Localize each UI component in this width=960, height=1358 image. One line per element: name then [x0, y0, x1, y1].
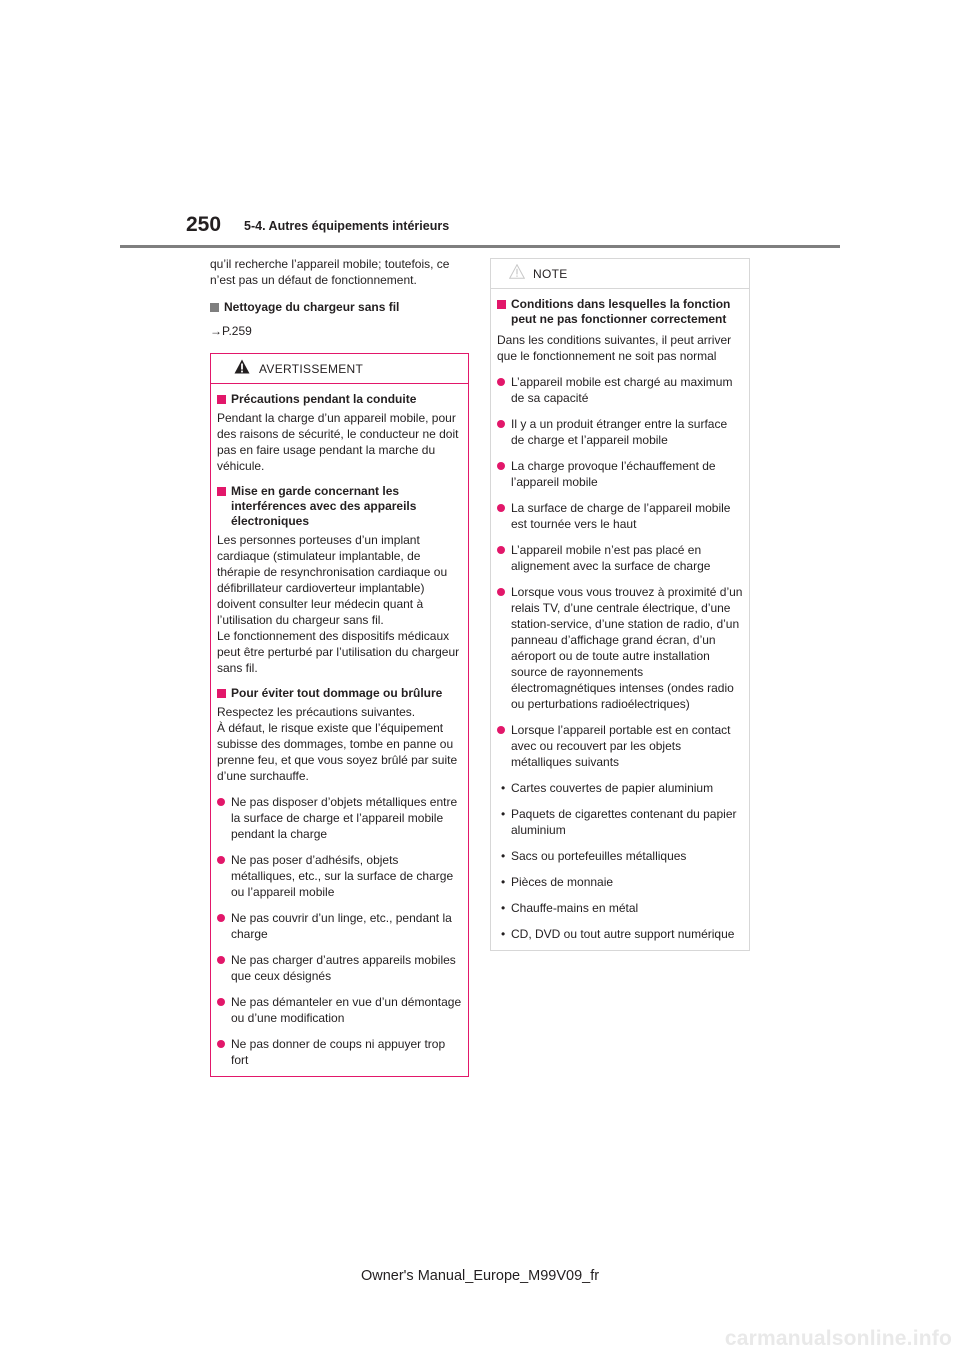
cleaning-heading: Nettoyage du chargeur sans fil — [210, 300, 468, 315]
page-number: 250 — [186, 213, 222, 236]
sub-list-item: • Chauffe-mains en métal — [501, 901, 639, 915]
warning-paragraph: Pendant la charge d’un appareil mobile, pour des raisons de sécurité, le conducteur ne doit pas en faire usage pendant la marche du véhicule. — [217, 411, 459, 473]
list-item: L’appareil mobile n’est pas placé en alignement avec la surface de charge — [497, 542, 743, 574]
header-rule — [120, 245, 840, 248]
warning-paragraph: Respectez les précautions suivantes. — [217, 705, 416, 719]
section-title: 5-4. Autres équipements intérieurs — [244, 219, 450, 233]
bullet-dot-icon — [217, 1040, 225, 1048]
bullet-mark-icon: • — [501, 875, 506, 889]
warning-paragraph: À défaut, le risque existe que l’équipement subisse des dommages, tombe en panne ou prenne feu, et que vous soyez brûlé par suite d’une surchauffe. — [217, 721, 458, 783]
warning-section-heading: Mise en garde concernant les interférences avec des appareils électroniques — [217, 484, 462, 529]
bullet-dot-icon — [217, 914, 225, 922]
caution-triangle-icon — [509, 264, 525, 279]
warning-paragraph: Les personnes porteuses d’un implant cardiaque (stimulateur implantable, de thérapie de resynchronisation cardiaque ou défibrillateur cardioverteur implantable) doivent consulter leur médecin quant à l’utilisation du chargeur sans fil. — [217, 533, 448, 627]
note-box — [490, 258, 750, 951]
square-bullet-icon — [217, 395, 226, 404]
square-bullet-icon — [217, 689, 226, 698]
note-title: NOTE — [533, 266, 568, 281]
sub-list-item: • Sacs ou portefeuilles métalliques — [501, 849, 687, 863]
warning-section-heading: Pour éviter tout dommage ou brûlure — [217, 686, 462, 701]
list-item: Il y a un produit étranger entre la surface de charge et l’appareil mobile — [497, 416, 743, 448]
bullet-dot-icon — [497, 588, 505, 596]
warning-box — [210, 353, 469, 1077]
sub-list-item: • Pièces de monnaie — [501, 875, 614, 889]
list-item: Ne pas démanteler en vue d’un démontage ou d’une modification — [217, 994, 462, 1026]
note-paragraph: Dans les conditions suivantes, il peut arriver que le fonctionnement ne soit pas normal — [497, 333, 732, 363]
bullet-dot-icon — [497, 726, 505, 734]
sub-list-item: • Cartes couvertes de papier aluminium — [501, 781, 714, 795]
sub-list-item: • CD, DVD ou tout autre support numérique — [501, 927, 735, 941]
note-body — [491, 289, 749, 950]
bullet-dot-icon — [217, 798, 225, 806]
list-item: Ne pas donner de coups ni appuyer trop fort — [217, 1036, 462, 1068]
bullet-dot-icon — [217, 998, 225, 1006]
warning-triangle-icon — [234, 359, 250, 374]
list-item: Lorsque l’appareil portable est en contact avec ou recouvert par les objets métalliques suivants — [497, 722, 743, 770]
square-bullet-icon — [497, 300, 506, 309]
square-bullet-icon — [210, 303, 219, 312]
list-item: L’appareil mobile est chargé au maximum de sa capacité — [497, 374, 743, 406]
warning-title: AVERTISSEMENT — [259, 361, 364, 376]
bullet-dot-icon — [217, 956, 225, 964]
warning-paragraph: Le fonctionnement des dispositifs médicaux peut être perturbé par l’utilisation du chargeur sans fil. — [217, 629, 460, 675]
bullet-dot-icon — [497, 420, 505, 428]
list-item: Ne pas poser d’adhésifs, objets métalliques, etc., sur la surface de charge ou l’appareil mobile — [217, 852, 462, 900]
bullet-mark-icon: • — [501, 781, 506, 795]
bullet-dot-icon — [497, 504, 505, 512]
list-item: Ne pas disposer d’objets métalliques entre la surface de charge et l’appareil mobile pendant la charge — [217, 794, 462, 842]
intro-text: qu’il recherche l’appareil mobile; toutefois, ce n’est pas un défaut de fonctionnement. — [210, 257, 450, 287]
right-column — [490, 258, 750, 951]
square-bullet-icon — [217, 487, 226, 496]
warning-body — [211, 384, 468, 1076]
bullet-mark-icon: • — [501, 927, 506, 941]
list-item: Ne pas couvrir d’un linge, etc., pendant la charge — [217, 910, 462, 942]
cleaning-ref-link[interactable]: →P.259 — [210, 324, 252, 338]
list-item: Lorsque vous vous trouvez à proximité d’un relais TV, d’une centrale électrique, d’une station-service, d’une station de radio, d’un panneau d’affichage grand écran, d’un aéroport ou de toute autre installation source de rayonnements électromagnétiques intenses (ondes radio ou perturbations radioélectriques) — [497, 584, 743, 712]
sub-list-item: • Paquets de cigarettes contenant du papier aluminium — [501, 807, 737, 837]
bullet-mark-icon: • — [501, 849, 506, 863]
list-item: La charge provoque l’échauffement de l’appareil mobile — [497, 458, 743, 490]
watermark: carmanualsonline.info — [724, 1327, 952, 1350]
bullet-dot-icon — [497, 378, 505, 386]
note-section-heading: Conditions dans lesquelles la fonction peut ne pas fonctionner correctement — [497, 297, 743, 327]
list-item: La surface de charge de l’appareil mobile est tournée vers le haut — [497, 500, 743, 532]
bullet-dot-icon — [497, 546, 505, 554]
warning-header — [211, 354, 468, 384]
footer-text: Owner's Manual_Europe_M99V09_fr — [360, 1268, 600, 1284]
bullet-mark-icon: • — [501, 901, 506, 915]
note-header — [491, 259, 749, 289]
warning-section-heading: Précautions pendant la conduite — [217, 392, 462, 407]
list-item: Ne pas charger d’autres appareils mobiles que ceux désignés — [217, 952, 462, 984]
bullet-dot-icon — [217, 856, 225, 864]
bullet-dot-icon — [497, 462, 505, 470]
left-column — [210, 256, 468, 1077]
bullet-mark-icon: • — [501, 807, 506, 821]
